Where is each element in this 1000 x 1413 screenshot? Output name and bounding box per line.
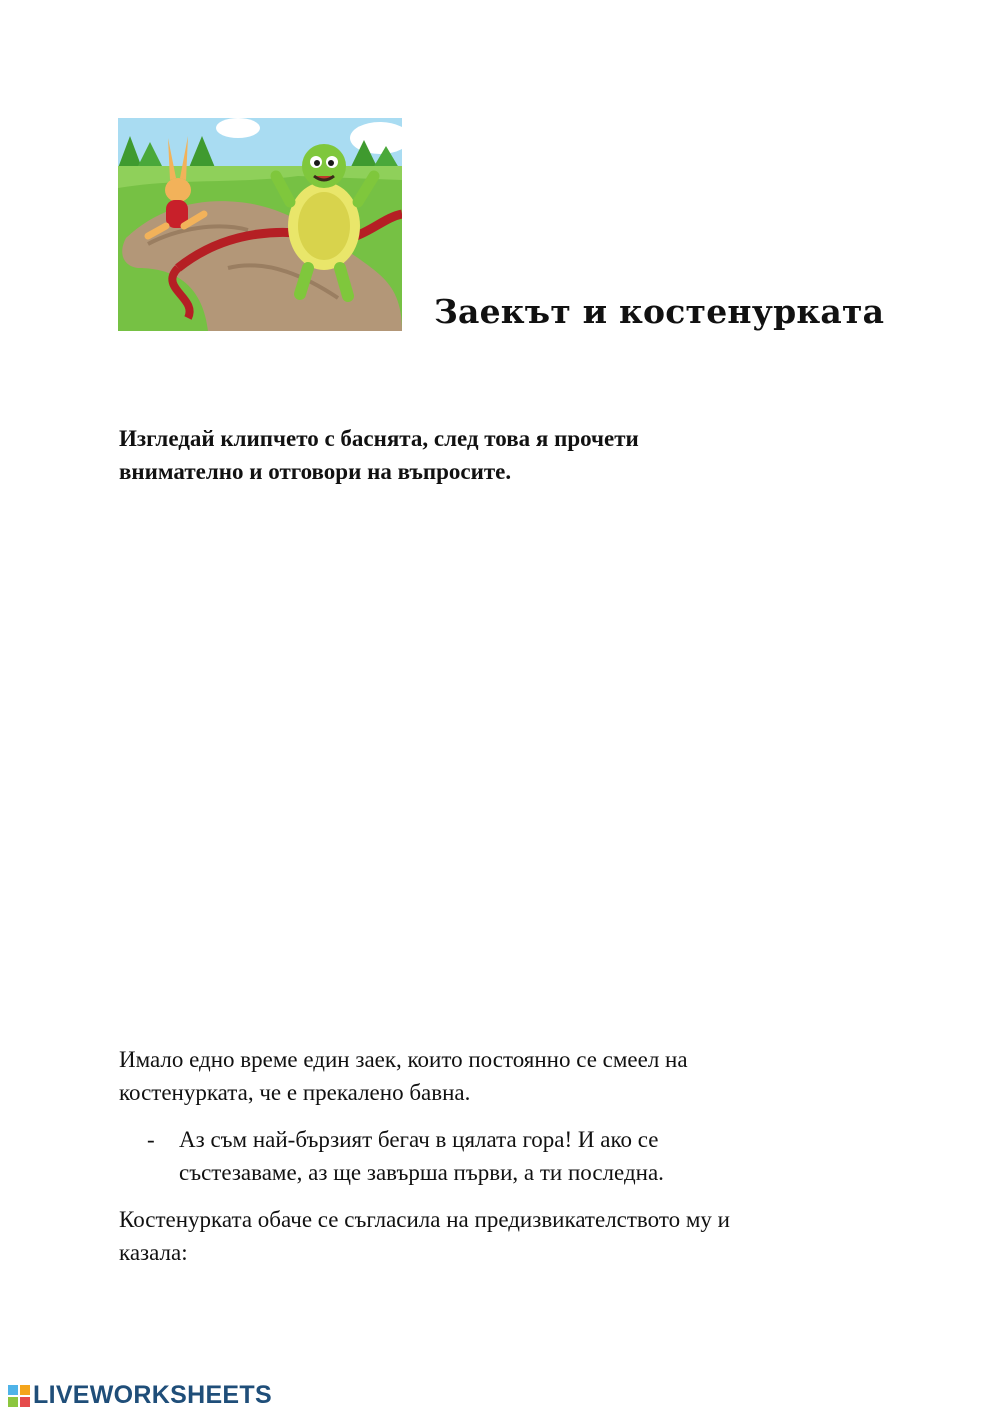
liveworksheets-logo-icon xyxy=(8,1385,30,1407)
dialogue-dash: - xyxy=(147,1127,155,1152)
instructions-line: Изгледай клипчето с баснята, след това я прочети xyxy=(119,426,639,451)
logo-text: LIVEWORKSHEETS xyxy=(33,1381,272,1409)
page-title: Заекът и костенурката xyxy=(434,292,885,331)
dialogue-item xyxy=(147,1123,879,1189)
logo-square xyxy=(8,1385,18,1395)
story-line: Имало едно време един заек, които постоянно се смеел на xyxy=(119,1047,688,1072)
story-line: казала: xyxy=(119,1240,188,1265)
liveworksheets-logo[interactable] xyxy=(8,1381,272,1410)
instructions-line: внимателно и отговори на въпросите. xyxy=(119,459,512,484)
story-text xyxy=(119,1043,879,1269)
instructions xyxy=(119,422,879,488)
story-paragraph xyxy=(119,1043,879,1109)
dialogue-line: състезаваме, аз ще завърша първи, а ти последна. xyxy=(179,1160,664,1185)
logo-square xyxy=(20,1385,30,1395)
hare-and-tortoise-race-illustration xyxy=(118,118,402,331)
story-line: Костенурката обаче се съгласила на предизвикателството му и xyxy=(119,1207,730,1232)
story-paragraph xyxy=(119,1203,879,1269)
race-scene-image xyxy=(118,118,402,331)
dialogue-line: Аз съм най-бързият бегач в цялата гора! И ако се xyxy=(179,1127,659,1152)
dialogue-text xyxy=(179,1123,664,1189)
logo-square xyxy=(8,1397,18,1407)
story-line: костенурката, че е прекалено бавна. xyxy=(119,1080,471,1105)
logo-square xyxy=(20,1397,30,1407)
